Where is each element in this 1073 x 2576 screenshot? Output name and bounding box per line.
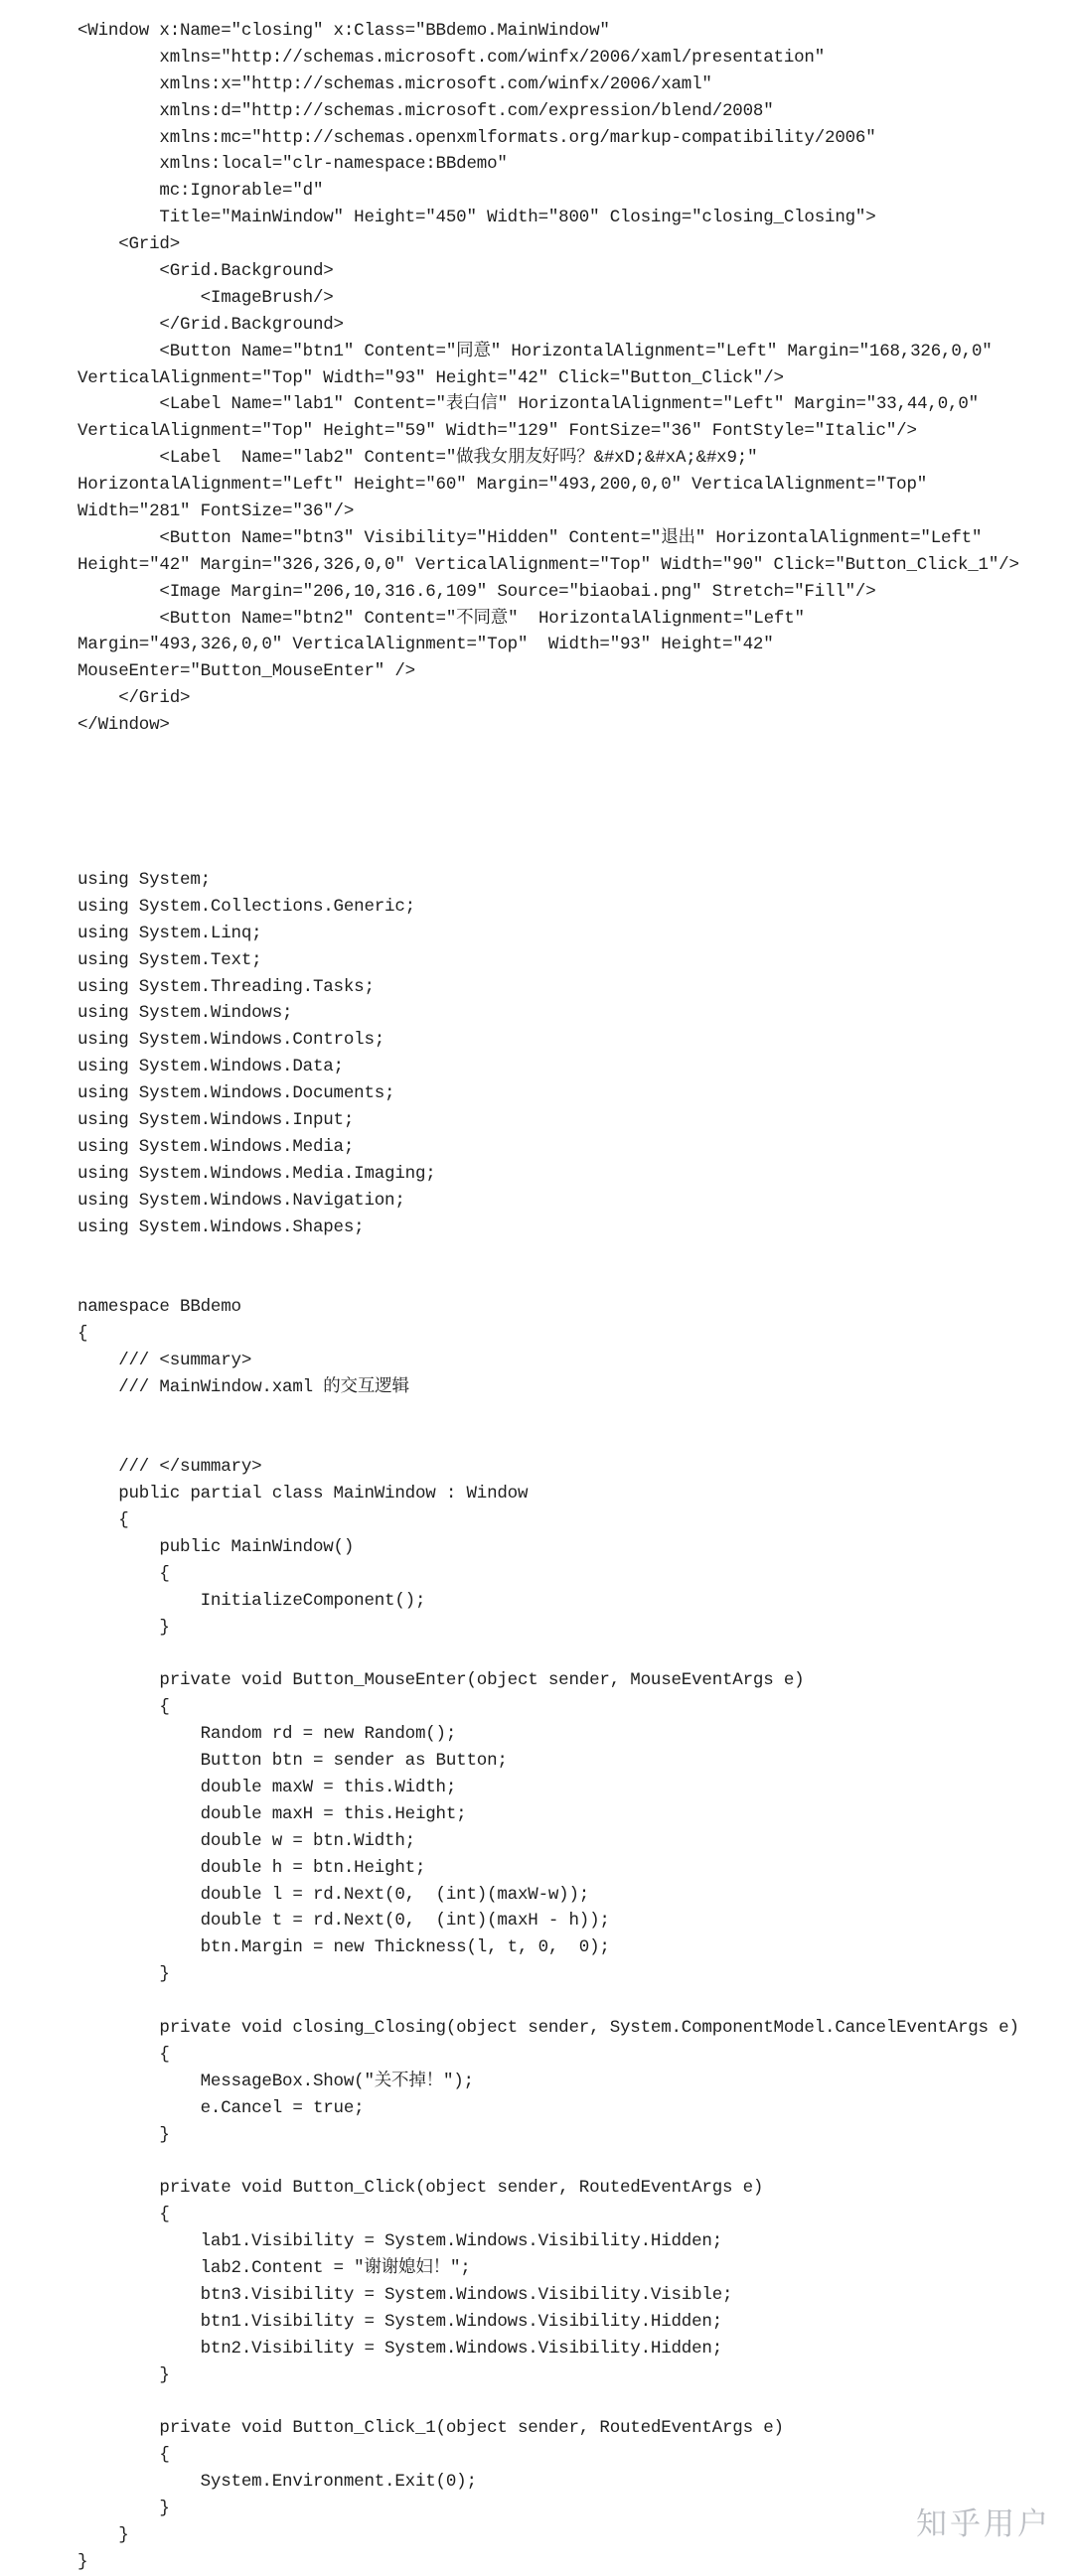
- csharp-code-line: /// <summary>: [77, 1350, 252, 1370]
- csharp-code-line: }: [77, 2551, 88, 2572]
- xaml-code-line: </Grid>: [77, 688, 191, 709]
- xaml-code-line: <Label Name="lab2" Content="做我女朋友好吗？&#xD;&#xA;&#x9;": [77, 448, 758, 469]
- using-directives-block: [77, 867, 436, 1240]
- xaml-code-line: <Window x:Name="closing" x:Class="BBdemo.MainWindow": [77, 21, 610, 41]
- csharp-code-line: Random rd = new Random();: [77, 1724, 457, 1745]
- xaml-code-block: [77, 18, 1019, 739]
- csharp-code-line: {: [77, 1563, 170, 1584]
- xaml-code-line: </Grid.Background>: [77, 314, 344, 335]
- using-directive-line: using System;: [77, 870, 211, 890]
- xaml-code-line: <ImageBrush/>: [77, 287, 334, 308]
- xaml-code-line: <Grid>: [77, 234, 181, 255]
- csharp-code-line: {: [77, 2205, 170, 2225]
- xaml-code-line: <Label Name="lab1" Content="表白信" HorizontalAlignment="Left" Margin="33,44,0,0": [77, 394, 979, 415]
- csharp-code-line: System.Environment.Exit(0);: [77, 2472, 477, 2493]
- csharp-code-line: double t = rd.Next(0, (int)(maxH - h));: [77, 1911, 610, 1932]
- csharp-code-line: private void Button_Click_1(object sender, RoutedEventArgs e): [77, 2418, 784, 2439]
- csharp-code-line: }: [77, 2364, 170, 2385]
- xaml-code-line: Margin="493,326,0,0" VerticalAlignment="Top" Width="93" Height="42": [77, 635, 774, 655]
- xaml-code-line: <Button Name="btn1" Content="同意" HorizontalAlignment="Left" Margin="168,326,0,0": [77, 341, 993, 361]
- xaml-code-line: VerticalAlignment="Top" Height="59" Width="129" FontSize="36" FontStyle="Italic"/>: [77, 421, 917, 442]
- csharp-code-line: btn3.Visibility = System.Windows.Visibility.Visible;: [77, 2284, 733, 2305]
- csharp-code-line: private void Button_Click(object sender, RoutedEventArgs e): [77, 2178, 764, 2199]
- using-directive-line: using System.Windows;: [77, 1003, 293, 1024]
- using-directive-line: using System.Windows.Input;: [77, 1110, 355, 1131]
- csharp-code-line: double w = btn.Width;: [77, 1830, 415, 1851]
- csharp-code-line: namespace BBdemo: [77, 1297, 241, 1317]
- using-directive-line: using System.Threading.Tasks;: [77, 976, 375, 997]
- using-directive-line: using System.Windows.Media;: [77, 1136, 355, 1157]
- xaml-code-line: Height="42" Margin="326,326,0,0" VerticalAlignment="Top" Width="90" Click="Button_Click_1"/>: [77, 554, 1019, 575]
- using-directive-line: using System.Windows.Shapes;: [77, 1216, 365, 1237]
- csharp-code-line: [77, 1642, 1019, 1668]
- using-directive-line: using System.Windows.Documents;: [77, 1083, 395, 1104]
- using-directive-line: using System.Windows.Data;: [77, 1057, 344, 1077]
- csharp-code-line: /// </summary>: [77, 1457, 262, 1478]
- xaml-code-line: Width="281" FontSize="36"/>: [77, 501, 355, 522]
- zhihu-watermark: 知乎用户: [916, 2506, 1051, 2542]
- csharp-code-line: double h = btn.Height;: [77, 1857, 426, 1878]
- using-directive-line: using System.Linq;: [77, 923, 262, 943]
- csharp-code-line: public partial class MainWindow : Window: [77, 1484, 529, 1504]
- xaml-code-line: xmlns:mc="http://schemas.openxmlformats.org/markup-compatibility/2006": [77, 127, 876, 148]
- xaml-code-line: MouseEnter="Button_MouseEnter" />: [77, 661, 415, 682]
- csharp-code-line: }: [77, 2524, 129, 2545]
- csharp-code-line: InitializeComponent();: [77, 1590, 426, 1611]
- csharp-code-line: {: [77, 2445, 170, 2466]
- xaml-code-line: <Button Name="btn2" Content="不同意" HorizontalAlignment="Left": [77, 608, 805, 629]
- xaml-code-line: <Button Name="btn3" Visibility="Hidden" Content="退出" HorizontalAlignment="Left": [77, 527, 983, 548]
- xaml-code-line: VerticalAlignment="Top" Width="93" Height="42" Click="Button_Click"/>: [77, 367, 784, 388]
- csharp-code-line: public MainWindow(): [77, 1537, 355, 1558]
- csharp-code-line: lab1.Visibility = System.Windows.Visibility.Hidden;: [77, 2231, 723, 2252]
- csharp-code-line: {: [77, 2044, 170, 2065]
- csharp-code-line: [77, 2149, 1019, 2176]
- csharp-code-line: {: [77, 1697, 170, 1718]
- xaml-code-line: </Window>: [77, 715, 170, 736]
- xaml-code-line: xmlns="http://schemas.microsoft.com/winfx/2006/xaml/presentation": [77, 47, 826, 68]
- xaml-code-line: HorizontalAlignment="Left" Height="60" Margin="493,200,0,0" VerticalAlignment="Top": [77, 475, 928, 496]
- csharp-code-line: btn.Margin = new Thickness(l, t, 0, 0);: [77, 1937, 610, 1958]
- csharp-code-line: double maxW = this.Width;: [77, 1778, 457, 1798]
- using-directive-line: using System.Windows.Controls;: [77, 1030, 385, 1051]
- csharp-code-line: }: [77, 2124, 170, 2145]
- csharp-code-line: btn2.Visibility = System.Windows.Visibility.Hidden;: [77, 2338, 723, 2359]
- xaml-code-line: <Grid.Background>: [77, 261, 334, 282]
- csharp-code-line: {: [77, 1510, 129, 1531]
- csharp-code-line: [77, 1427, 1019, 1454]
- xaml-code-line: xmlns:x="http://schemas.microsoft.com/winfx/2006/xaml": [77, 73, 712, 94]
- csharp-code-line: double l = rd.Next(0, (int)(maxW-w));: [77, 1884, 590, 1905]
- csharp-code-line: [77, 1401, 1019, 1428]
- csharp-code-line: }: [77, 1617, 170, 1638]
- xaml-code-line: xmlns:local="clr-namespace:BBdemo": [77, 154, 508, 175]
- using-directive-line: using System.Text;: [77, 949, 262, 970]
- xaml-code-line: Title="MainWindow" Height="450" Width="800" Closing="closing_Closing">: [77, 208, 876, 228]
- csharp-code-line: }: [77, 2499, 170, 2519]
- csharp-code-line: lab2.Content = "谢谢媳妇！";: [77, 2258, 471, 2279]
- xaml-code-line: mc:Ignorable="d": [77, 181, 324, 202]
- csharp-code-line: btn1.Visibility = System.Windows.Visibility.Hidden;: [77, 2311, 723, 2332]
- csharp-code-line: private void closing_Closing(object sender, System.ComponentModel.CancelEventArgs e): [77, 2018, 1019, 2039]
- using-directive-line: using System.Windows.Media.Imaging;: [77, 1163, 436, 1184]
- csharp-code-line: e.Cancel = true;: [77, 2097, 365, 2118]
- csharp-code-line: Button btn = sender as Button;: [77, 1751, 508, 1772]
- using-directive-line: using System.Windows.Navigation;: [77, 1190, 405, 1211]
- csharp-code-line: /// MainWindow.xaml 的交互逻辑: [77, 1376, 409, 1397]
- csharp-code-line: {: [77, 1323, 88, 1344]
- xaml-code-line: xmlns:d="http://schemas.microsoft.com/expression/blend/2008": [77, 100, 774, 121]
- csharp-code-block: [77, 1294, 1019, 2576]
- csharp-code-line: MessageBox.Show("关不掉！");: [77, 2071, 474, 2091]
- xaml-code-line: <Image Margin="206,10,316.6,109" Source="biaobai.png" Stretch="Fill"/>: [77, 581, 876, 602]
- csharp-code-line: }: [77, 1964, 170, 1985]
- csharp-code-line: private void Button_MouseEnter(object sender, MouseEventArgs e): [77, 1670, 805, 1691]
- csharp-code-line: [77, 2389, 1019, 2416]
- using-directive-line: using System.Collections.Generic;: [77, 896, 415, 917]
- csharp-code-line: double maxH = this.Height;: [77, 1803, 467, 1824]
- csharp-code-line: [77, 1988, 1019, 2015]
